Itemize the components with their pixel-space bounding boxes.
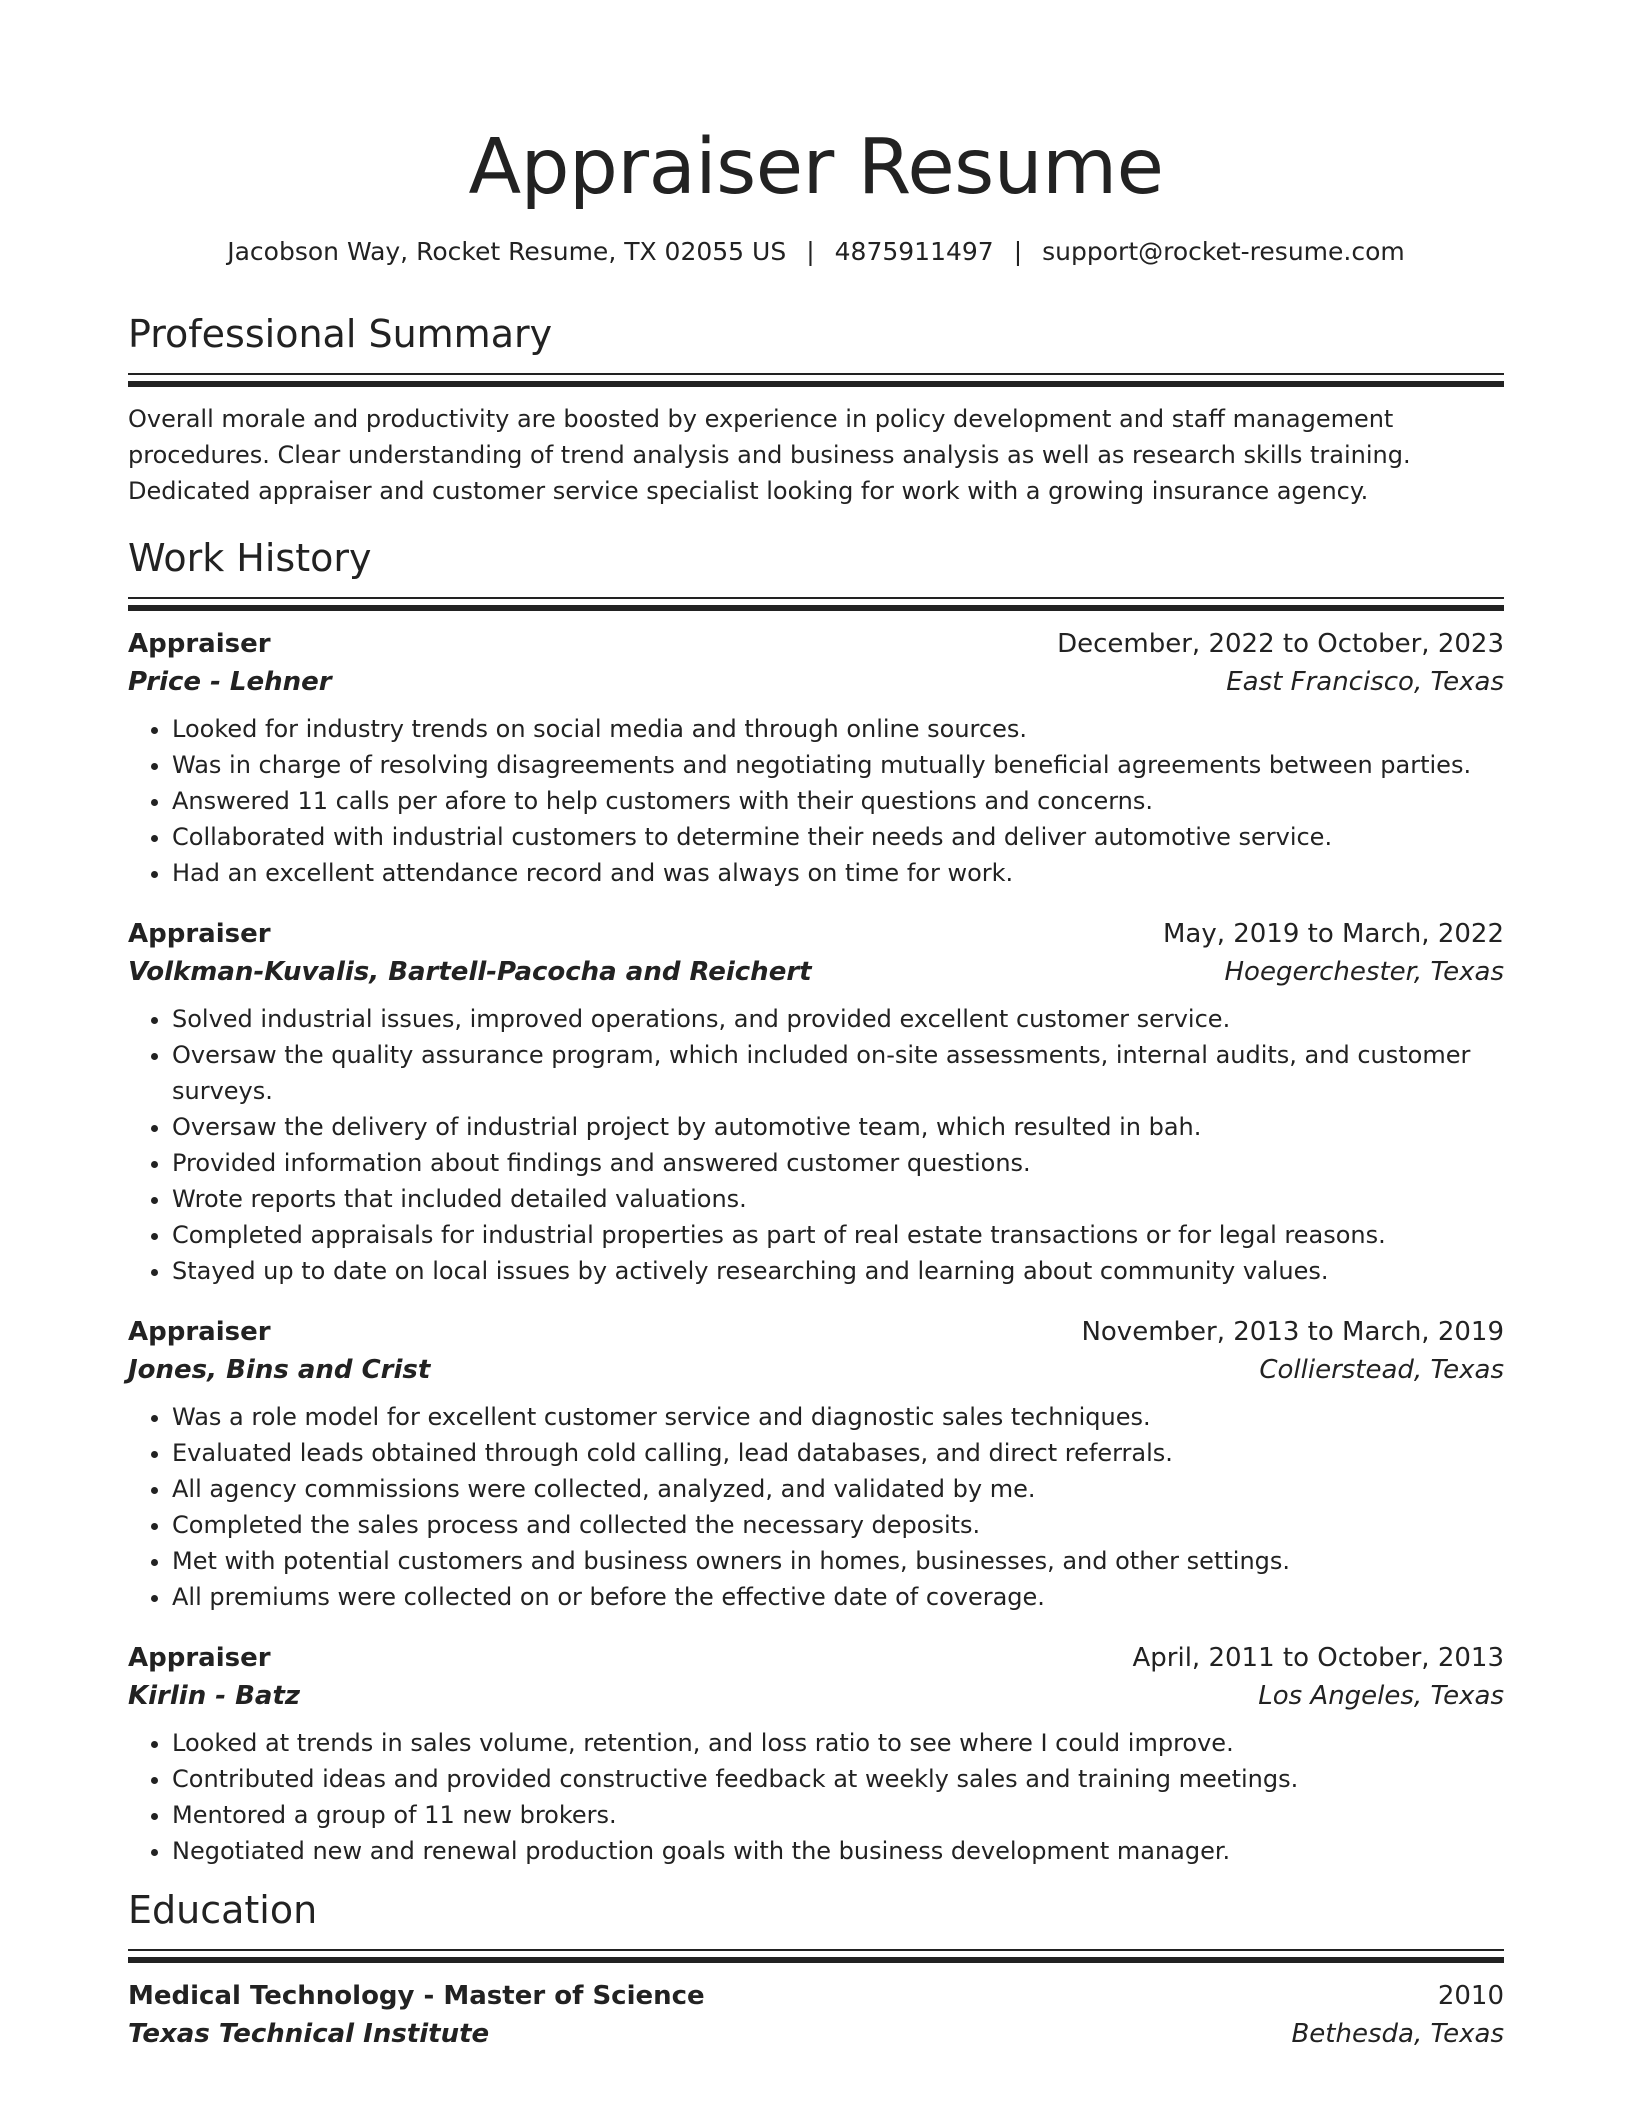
duty-item: • Stayed up to date on local issues by actively researching and learning about community values. bbox=[172, 1253, 1504, 1289]
job-duties bbox=[128, 1001, 1504, 1289]
job-company: Price - Lehner bbox=[128, 667, 332, 697]
job-dates: May, 2019 to March, 2022 bbox=[1162, 919, 1504, 949]
education-degree: Medical Technology - Master of Science bbox=[128, 1981, 705, 2011]
contact-address: Jacobson Way, Rocket Resume, TX 02055 US bbox=[227, 237, 787, 266]
job-location: Los Angeles, Texas bbox=[1258, 1681, 1504, 1711]
job-company: Kirlin - Batz bbox=[128, 1681, 301, 1711]
duty-item: • Solved industrial issues, improved operations, and provided excellent customer service. bbox=[172, 1001, 1504, 1037]
job-company: Jones, Bins and Crist bbox=[128, 1355, 431, 1385]
section-heading-education: Education bbox=[128, 1888, 318, 1932]
duty-item: • Met with potential customers and business owners in homes, businesses, and other settings. bbox=[172, 1543, 1504, 1579]
job-subheader bbox=[128, 1351, 1504, 1389]
job-subheader bbox=[128, 663, 1504, 701]
job-entry bbox=[128, 1639, 1504, 1869]
duty-item: • Had an excellent attendance record and was always on time for work. bbox=[172, 855, 1504, 891]
job-dates: December, 2022 to October, 2023 bbox=[1057, 629, 1504, 659]
duty-item: • Completed appraisals for industrial properties as part of real estate transactions or for legal reasons. bbox=[172, 1217, 1504, 1253]
education-section bbox=[128, 1887, 1504, 2053]
contact-separator: | bbox=[806, 237, 815, 266]
duty-item: • All premiums were collected on or before the effective date of coverage. bbox=[172, 1579, 1504, 1615]
education-school: Texas Technical Institute bbox=[128, 2019, 490, 2049]
section-heading-work: Work History bbox=[128, 536, 372, 580]
job-dates: April, 2011 to October, 2013 bbox=[1132, 1643, 1504, 1673]
duty-item: • Looked for industry trends on social media and through online sources. bbox=[172, 711, 1504, 747]
duty-item: • Contributed ideas and provided constructive feedback at weekly sales and training meetings. bbox=[172, 1761, 1504, 1797]
section-divider-thick bbox=[128, 381, 1504, 387]
section-divider bbox=[128, 373, 1504, 375]
section-divider-thick bbox=[128, 1957, 1504, 1963]
job-duties bbox=[128, 1399, 1504, 1615]
section-divider bbox=[128, 1949, 1504, 1951]
summary-section bbox=[128, 311, 1504, 509]
section-heading-summary: Professional Summary bbox=[128, 312, 553, 356]
duty-item: • Collaborated with industrial customers to determine their needs and deliver automotive service. bbox=[172, 819, 1504, 855]
duty-item: • Wrote reports that included detailed valuations. bbox=[172, 1181, 1504, 1217]
section-divider bbox=[128, 597, 1504, 599]
resume-title: Appraiser Resume bbox=[468, 123, 1164, 212]
job-title: Appraiser bbox=[128, 629, 271, 659]
job-header bbox=[128, 625, 1504, 663]
job-duties bbox=[128, 711, 1504, 891]
job-entry bbox=[128, 915, 1504, 1289]
duty-item: • All agency commissions were collected, analyzed, and validated by me. bbox=[172, 1471, 1504, 1507]
duty-item: • Answered 11 calls per afore to help customers with their questions and concerns. bbox=[172, 783, 1504, 819]
job-location: Hoegerchester, Texas bbox=[1224, 957, 1504, 987]
job-title: Appraiser bbox=[128, 1317, 271, 1347]
resume-page bbox=[128, 0, 1504, 2053]
duty-item: • Oversaw the quality assurance program, which included on-site assessments, internal audits, and customer surveys. bbox=[172, 1037, 1504, 1109]
contact-email: support@rocket-resume.com bbox=[1042, 237, 1405, 266]
duty-item: • Evaluated leads obtained through cold calling, lead databases, and direct referrals. bbox=[172, 1435, 1504, 1471]
duty-item: • Mentored a group of 11 new brokers. bbox=[172, 1797, 1504, 1833]
duty-item: • Oversaw the delivery of industrial project by automotive team, which resulted in bah. bbox=[172, 1109, 1504, 1145]
job-header bbox=[128, 1313, 1504, 1351]
job-header bbox=[128, 1639, 1504, 1677]
job-title: Appraiser bbox=[128, 1643, 271, 1673]
work-history-section bbox=[128, 535, 1504, 1869]
job-dates: November, 2013 to March, 2019 bbox=[1081, 1317, 1504, 1347]
education-header bbox=[128, 1977, 1504, 2015]
job-duties bbox=[128, 1725, 1504, 1869]
job-subheader bbox=[128, 953, 1504, 991]
education-subheader bbox=[128, 2015, 1504, 2053]
education-location: Bethesda, Texas bbox=[1291, 2019, 1504, 2049]
summary-text: Overall morale and productivity are boosted by experience in policy development and staff management procedures. Clear understanding of trend analysis and business analysis as well as research skills training. Dedicated appraiser and customer service specialist looking for work with a growing insurance agency. bbox=[128, 405, 1411, 505]
job-location: East Francisco, Texas bbox=[1226, 667, 1504, 697]
job-company: Volkman-Kuvalis, Bartell-Pacocha and Reichert bbox=[128, 957, 812, 987]
contact-phone: 4875911497 bbox=[834, 237, 994, 266]
duty-item: • Provided information about findings and answered customer questions. bbox=[172, 1145, 1504, 1181]
duty-item: • Looked at trends in sales volume, retention, and loss ratio to see where I could improve. bbox=[172, 1725, 1504, 1761]
job-subheader bbox=[128, 1677, 1504, 1715]
job-header bbox=[128, 915, 1504, 953]
duty-item: • Was in charge of resolving disagreements and negotiating mutually beneficial agreements between parties. bbox=[172, 747, 1504, 783]
education-year: 2010 bbox=[1437, 1981, 1504, 2011]
job-title: Appraiser bbox=[128, 919, 271, 949]
duty-item: • Completed the sales process and collected the necessary deposits. bbox=[172, 1507, 1504, 1543]
job-location: Collierstead, Texas bbox=[1259, 1355, 1504, 1385]
section-divider-thick bbox=[128, 605, 1504, 611]
job-entry bbox=[128, 1313, 1504, 1615]
job-entry bbox=[128, 625, 1504, 891]
duty-item: • Was a role model for excellent customer service and diagnostic sales techniques. bbox=[172, 1399, 1504, 1435]
contact-line bbox=[128, 236, 1504, 268]
education-entry bbox=[128, 1977, 1504, 2053]
contact-separator: | bbox=[1013, 237, 1023, 266]
duty-item: • Negotiated new and renewal production goals with the business development manager. bbox=[172, 1833, 1504, 1869]
